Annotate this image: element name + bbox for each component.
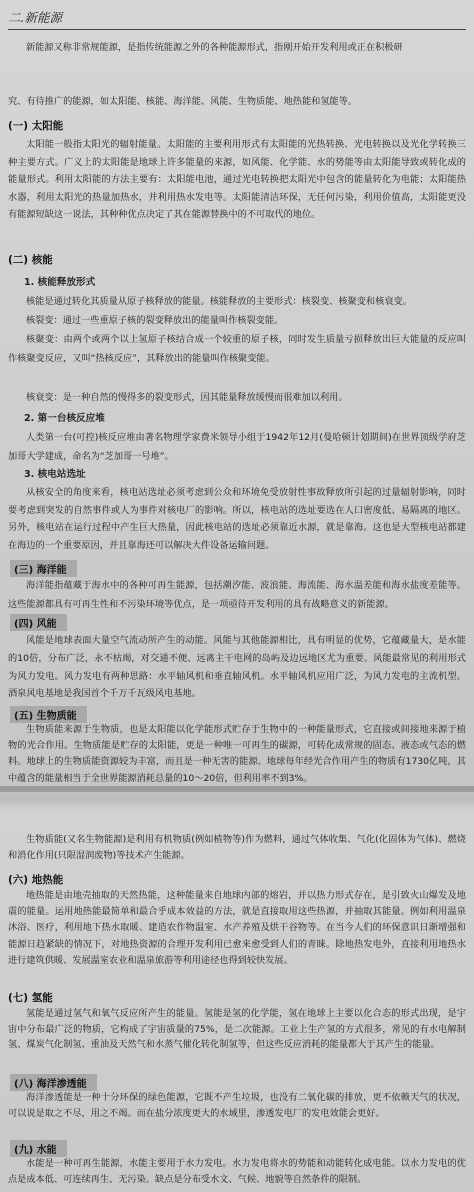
heading-geothermal: (六) 地热能 <box>8 874 64 886</box>
heading-hydrogen: (七) 氢能 <box>8 992 53 1004</box>
para-geothermal: 地热能是由地壳抽取的天然热能，这种能量来自地球内部的熔岩，并以热力形式存在，是引致火山爆发及地震的能量。运用地热能最简单和最合乎成本效益的方法，就是直接取用这些热源，并抽取其能量。例如利用温泉沐浴、医疗，利用地下热水取暖、建造农作物温室、水产养殖及烘干谷物等。在当今人们的环保意识日渐增强和能源日趋紧缺的情况下，对地热资源的合理开发利用已愈来愈受到人们的青睐。除地热发电外，直接利用地热水进行建筑供暖、发展温室农业和温泉旅游等利用途径也得到较快发展。 <box>8 890 466 966</box>
para-hydrogen: 氢能是通过氢气和氧气反应所产生的能量。氢能是氢的化学能，氢在地球上主要以化合态的形式出现，是宇宙中分布最广泛的物质，它构成了宇宙质量的75%，是二次能源。工业上生产氢的方式很多，常见的有水电解制氢、煤炭气化制氢、重油及天然气和水蒸气催化转化制氢等，但这些反应消耗的能量都大于其产生的能量。 <box>8 1008 466 1051</box>
intro-line-2: 究、有待推广的能源，如太阳能、核能、海洋能、风能、生物质能、地热能和氢能等。 <box>8 96 358 107</box>
para-wind: 风能是地球表面大量空气流动所产生的动能。风能与其他能源相比，具有明显的优势，它蕴藏量大，是水能的10倍，分布广泛，永不枯竭，对交通不便、远离主干电网的岛屿及边远地区尤为重要。风能最常见的利用形式为风力发电。风力发电有两种思路：水平轴风机和垂直轴风机。水平轴风机应用广泛，为风力发电的主流机型。酒泉风电基地是我国首个千万千瓦级风电基地。 <box>8 635 466 700</box>
para-nuclear-6: 从核安全的角度来看，核电站选址必须考虑到公众和环境免受放射性事故释放所引起的过量辐射影响，同时要考虑到突发的自然事件或人为事件对核电厂的影响。所以，核电站的选址要选在人口密度低、易隔离的地区。另外，核电站在运行过程中产生巨大热量，因此核电站的选址必须靠近水源，就是靠海。这也是大型核电站都建在海边的一个重要原因，并且靠海还可以解决大件设备运输问题。 <box>8 487 466 551</box>
subheading-first-reactor: 2. 第一台核反应堆 <box>24 413 105 424</box>
para-biomass-cont: 生物质能(又名生物能源)是利用有机物质(例如植物等)作为燃料，通过气体收集、气化(化固体为气体)、燃烧和消化作用(只限湿润废物)等技术产生能源。 <box>8 834 466 861</box>
chapter-title: 二.新能源 <box>8 8 466 30</box>
para-hydro: 水能是一种可再生能源，水能主要用于水力发电。水力发电将水的势能和动能转化成电能。以水力发电的优点是成本低、可连续再生、无污染。缺点是分布受水文、气候、地貌等自然条件的限制。 <box>8 1158 466 1185</box>
para-nuclear-4: 核衰变：是一种自然的慢得多的裂变形式，因其能量释放缓慢而很难加以利用。 <box>26 392 348 403</box>
subheading-site-selection: 3. 核电站选址 <box>24 469 86 480</box>
subheading-nuclear-release: 1. 核能释放形式 <box>24 277 96 288</box>
para-solar: 太阳能一般指太阳光的辐射能量。太阳能的主要利用形式有太阳能的光热转换、光电转换以及光化学转换三种主要方式。广义上的太阳能是地球上许多能量的来源，如风能、化学能、水的势能等由太阳能导致或转化成的能量形式。利用太阳能的方法主要有：太阳能电池，通过光电转换把太阳光中包含的能量转化为电能；太阳能热水器，利用太阳光的热量加热水，并利用热水发电等。太阳能清洁环保，无任何污染，利用价值高，太阳能更没有能源短缺这一说法，其种种优点决定了其在能源替换中的不可取代的地位。 <box>8 139 466 221</box>
para-ocean: 海洋能指蕴藏于海水中的各种可再生能源，包括潮汐能、波浪能、海流能、海水温差能和海水盐度差能等。这些能源都具有可再生性和不污染环境等优点，是一项亟待开发利用的具有战略意义的新能源。 <box>8 580 466 611</box>
intro-line-1: 新能源又称非常规能源，是指传统能源之外的各种能源形式，指刚开始开发利用或正在积极研 <box>26 42 403 53</box>
heading-solar: (一) 太阳能 <box>8 120 64 132</box>
heading-ocean: (三) 海洋能 <box>10 560 77 577</box>
heading-hydro: (九) 水能 <box>10 1140 67 1157</box>
para-nuclear-1: 核能是通过转化其质量从原子核释放的能量。核能释放的主要形式：核裂变、核聚变和核衰变。 <box>26 296 412 307</box>
para-nuclear-2: 核裂变：通过一些重原子核的裂变释放出的能量叫作核裂变能。 <box>26 315 284 326</box>
para-biomass: 生物质能来源于生物质，也是太阳能以化学能形式贮存于生物中的一种能量形式，它直接或间接地来源于植物的光合作用。生物质能是贮存的太阳能，更是一种唯一可再生的碳源，可转化成常规的固态、液态或气态的燃料。地球上的生物质能资源较为丰富，而且是一种无害的能源。地球每年经光合作用产生的物质有1730亿吨，其中蕴含的能量相当于全世界能源消耗总量的10～20倍，但利用率不到3%。 <box>8 724 466 784</box>
para-nuclear-3: 核聚变：由两个或两个以上氢原子核结合成一个较重的原子核，同时发生质量亏损释放出巨大能量的反应叫作核聚变反应，又叫“热核反应”，其释放出的能量叫作核聚变能。 <box>8 334 466 365</box>
para-osmotic: 海洋渗透能是一种十分环保的绿色能源，它既不产生垃圾，也没有二氧化碳的排放，更不依赖天气的状况，可以说是取之不尽，用之不竭。而在盐分浓度更大的水域里，渗透发电厂的发电效能会更好。 <box>8 1092 466 1119</box>
para-nuclear-5: 人类第一台(可控)核反应堆由著名物理学家费米领导小组于1942年12月(曼哈顿计划期间)在世界顶级学府芝加哥大学建成，命名为“芝加哥一号堆”。 <box>8 432 466 463</box>
page-seam <box>0 786 474 792</box>
heading-nuclear: (二) 核能 <box>8 254 53 266</box>
heading-wind: (四) 风能 <box>10 614 67 631</box>
heading-biomass: (五) 生物质能 <box>10 706 87 723</box>
heading-osmotic: (八) 海洋渗透能 <box>10 1074 97 1091</box>
